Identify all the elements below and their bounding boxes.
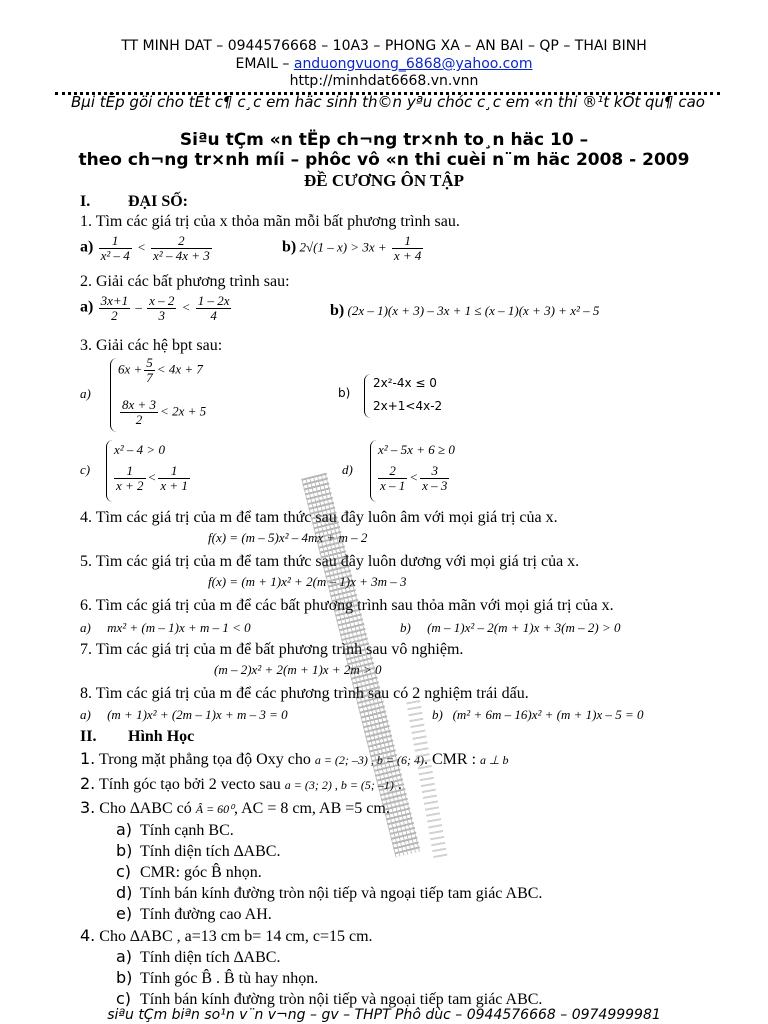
question-7: 7. Tìm các giá trị của m để bất phương trình sau vô nghiệm. xyxy=(80,641,464,658)
header-url[interactable]: http://minhdat6668.vn.vnn xyxy=(289,73,479,89)
list-item-text: CMR: góc B̂ nhọn. xyxy=(140,864,262,881)
geometry-4: 4. Cho ∆ABC , a=13 cm b= 14 cm, c=15 cm. xyxy=(80,926,373,945)
q3b-row-2: 2x+1<4x-2 xyxy=(373,399,443,413)
list-item xyxy=(116,968,318,988)
q1a-label: a) xyxy=(80,238,94,256)
title-line-2: theo ch¬ng tr×nh míi – phôc vô «n thi cuèi n¨m häc 2008 - 2009 xyxy=(78,150,690,170)
list-item-label: b) xyxy=(116,841,133,860)
q7-formula: (m – 2)x² + 2(m + 1)x + 2m > 0 xyxy=(214,662,382,677)
fraction: $\frac{1}{x + 4}$ xyxy=(393,233,422,263)
question-8: 8. Tìm các giá trị của m để các phương trình sau có 2 nghiệm trái dấu. xyxy=(80,685,529,702)
q8b-expression: b) (m² + 6m – 16)x² + (m + 1)x – 5 = 0 xyxy=(432,707,644,722)
email-label: EMAIL – xyxy=(235,56,294,72)
list-item-text: Tính bán kính đường tròn nội tiếp và ngoại tiếp tam giác ABC. xyxy=(140,991,543,1008)
q3d-label: d) xyxy=(342,462,353,477)
section-2-number: II. xyxy=(80,728,97,745)
q2b-label: b) xyxy=(330,302,345,319)
q6b-expression: b) (m – 1)x² – 2(m + 1)x + 3(m – 2) > 0 xyxy=(400,620,621,635)
section-1-title: ĐẠI SỐ: xyxy=(128,193,189,210)
q5-formula: f(x) = (m + 1)x² + 2(m – 1)x + 3m – 3 xyxy=(208,574,407,589)
title-line-1: Siªu tÇm «n tËp ch¬ng tr×nh to¸n häc 10 – xyxy=(179,130,589,150)
question-6: 6. Tìm các giá trị của m để các bất phương trình sau thỏa mãn với mọi giá trị của x. xyxy=(80,597,614,614)
q3c-row-1: x² – 4 > 0 xyxy=(114,442,165,457)
q3c-row-2: $\frac{1}{x + 2}$ < $\frac{1}{x + 1}$ xyxy=(116,463,188,493)
list-item xyxy=(116,904,272,924)
q3d-row-1: x² – 5x + 6 ≥ 0 xyxy=(378,442,455,457)
list-item-label: b) xyxy=(116,968,133,987)
question-1: 1. Tìm các giá trị của x thỏa mãn mỗi bất phương trình sau. xyxy=(80,213,460,230)
header-contact-line: TT MINH DAT – 0944576668 – 10A3 – PHONG XA – AN BAI – QP – THAI BINH xyxy=(121,38,647,54)
q2b-expression: b) (2x – 1)(x + 3) – 3x + 1 ≤ (x – 1)(x + 3) + x² – 5 xyxy=(330,302,600,319)
list-item-label: c) xyxy=(116,862,132,881)
geometry-2: 2. Tính góc tạo bởi 2 vecto sau a = (3; 2) , b = (5; –1) . xyxy=(80,774,402,793)
list-item-label: e) xyxy=(116,904,133,923)
document-title: ĐỀ CƯƠNG ÔN TẬP xyxy=(303,171,465,190)
geometry-1: 1. Trong mặt phẳng tọa độ Oxy cho a = (2; –3) , b = (6; 4). CMR : a ⊥ b xyxy=(80,749,509,768)
system-brace xyxy=(364,374,371,418)
list-item-label: a) xyxy=(116,820,133,839)
q3a-label: a) xyxy=(80,386,91,401)
list-item-text: Tính góc B̂ . B̂ tù hay nhọn. xyxy=(140,970,319,987)
list-item xyxy=(116,862,262,882)
list-item xyxy=(116,989,542,1009)
section-1-number: I. xyxy=(80,193,91,210)
geometry-3: 3. Cho ∆ABC có Â = 60⁰, AC = 8 cm, AB =5 cm. xyxy=(80,798,390,817)
header-email-line xyxy=(0,56,768,72)
q3d-row-2: $\frac{2}{x - 1}$ < $\frac{3}{x - 3}$ xyxy=(380,463,448,493)
list-item-text: Tính cạnh BC. xyxy=(140,822,234,839)
list-item-label: c) xyxy=(116,989,132,1008)
q3b-row-1: 2x²-4x ≤ 0 xyxy=(373,376,437,390)
list-item xyxy=(116,820,234,840)
q1b-label: b) xyxy=(282,238,297,256)
q3a-row-2: $\frac{8x + 3}{2}$ < 2x + 5 xyxy=(122,397,207,427)
section-2-title: Hình Học xyxy=(128,728,195,745)
question-2: 2. Giải các bất phương trình sau: xyxy=(80,273,290,290)
q2a-label: a) xyxy=(80,298,94,316)
list-item-label: a) xyxy=(116,947,133,966)
q2a-expression: a) $\frac{3x+1}{2}$ – $\frac{x - 2}{3}$ < $\frac{1 - 2x}{4}$ xyxy=(80,293,230,323)
list-item xyxy=(116,947,280,967)
q1b-expression: b) 2√(1 – x) > 3x + $\frac{1}{x + 4}$ xyxy=(282,233,422,263)
question-3: 3. Giải các hệ bpt sau: xyxy=(80,337,223,354)
list-item xyxy=(116,883,542,903)
email-link[interactable]: anduongvuong_6868@yahoo.com xyxy=(293,56,533,72)
question-5: 5. Tìm các giá trị của m để tam thức sau đây luôn dương với mọi giá trị của x. xyxy=(80,553,580,570)
intro-text: Bµi tËp göi cho tÊt c¶ c¸c em häc sinh th©n yªu chóc c¸c em «n thi ®¹t kÕt qu¶ cao xyxy=(71,93,705,111)
list-item-text: Tính diện tích ∆ABC. xyxy=(140,843,281,860)
q3a-row-1: 6x + $\frac{5}{7}$ < 4x + 7 xyxy=(118,355,203,385)
q3b-label: b) xyxy=(338,386,351,400)
list-item-label: d) xyxy=(116,883,133,902)
q1a-expression: a) $\frac{1}{\text{x² – 4}}$ < $\frac{2}{\text{x² – 4x + 3}}$ xyxy=(80,233,210,263)
q4-formula: f(x) = (m – 5)x² – 4mx + m – 2 xyxy=(208,530,368,545)
page-footer: siªu tÇm biªn so¹n v¨n v¬ng – gv – THPT Phô dùc – 0944576668 – 0974999981 xyxy=(107,1007,661,1023)
question-4: 4. Tìm các giá trị của m để tam thức sau đây luôn âm với mọi giá trị của x. xyxy=(80,509,558,526)
q3c-label: c) xyxy=(80,462,91,477)
list-item-text: Tính đường cao AH. xyxy=(140,906,272,923)
system-brace xyxy=(110,358,117,432)
list-item-text: Tính bán kính đường tròn nội tiếp và ngoại tiếp tam giác ABC. xyxy=(140,885,543,902)
q6a-expression: a) mx² + (m – 1)x + m – 1 < 0 xyxy=(80,620,251,635)
list-item-text: Tính diện tích ∆ABC. xyxy=(140,949,281,966)
fraction: $\frac{2}{\text{x² – 4x + 3}}$ xyxy=(153,233,210,263)
q8a-expression: a) (m + 1)x² + (2m – 1)x + m – 3 = 0 xyxy=(80,707,288,722)
fraction: $\frac{1}{\text{x² – 4}}$ xyxy=(100,233,130,263)
list-item xyxy=(116,841,280,861)
